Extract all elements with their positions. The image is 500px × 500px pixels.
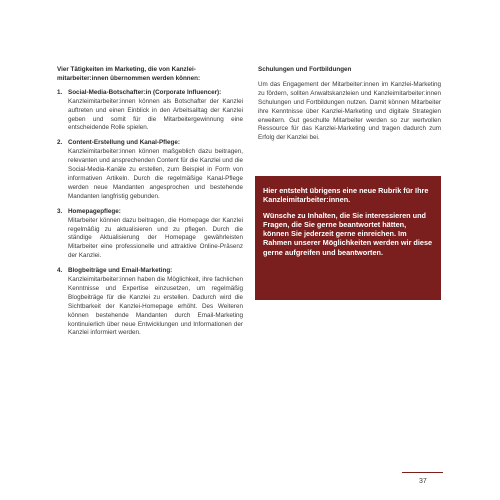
- list-item-title: Blogbeiträge und Email-Marketing:: [68, 267, 173, 275]
- training-heading: Schulungen und Fortbildungen: [258, 66, 352, 73]
- list-item: [57, 267, 243, 338]
- training-paragraph: Um das Engagement der Mitarbeiter:innen im Kanzlei-Marketing zu fördern, sollten Anwaltskanzleien und Kanzleimitarbeiter:innen Schulungen und Fortbildungen nutzen. Damit können Mitarbeiter ihre Kenntnisse über Kanzlei-Marketing und digitale Strategien erweitern. Gut geschulte Mitarbeiter werden so zur wertvollen Ressource für das Kanzlei-Marketing und tragen dadurch zum Erfolg der Kanzlei bei.: [258, 80, 441, 142]
- list-item-title: Homepagepflege:: [68, 207, 121, 215]
- list-item-body: Kanzleimitarbeiter:innen können maßgeblich dazu beitragen, relevanten und ansprechenden Content für die Kanzlei und die Social-Media-Kanäle zu erstellen, zum Beispiel in Form von informativen Artikeln. Durch die regelmäßige Kanal-Pflege werden neue Mandanten angesprochen und bestehende Mandanten langfristig gebunden.: [68, 148, 243, 200]
- list-item-body: Kanzleimitarbeiter:innen haben die Möglichkeit, ihre fachlichen Kenntnisse und Expertise einzusetzen, um regelmäßig Blogbeiträge für die Kanzlei zu erstellen. Dadurch wird die Sichtbarkeit der Kanzlei-Homepage erhöht. Des Weiteren können bestehende Mandanten durch Email-Marketing kontinuierlich über neue Entwicklungen und Informationen der Kanzlei informiert werden.: [68, 276, 243, 337]
- list-item-body: Kanzleimitarbeiter:innen können als Botschafter der Kanzlei auftreten und einen Einblick in den Arbeitsalltag der Kanzlei geben und somit für die Mitarbeitergewinnung eine entscheidende Rolle spielen.: [68, 97, 243, 132]
- callout-intro: Hier entsteht übrigens eine neue Rubrik für Ihre Kanzleimitarbeiter:innen.: [263, 186, 429, 205]
- list-item-title: Social-Media-Botschafter:in (Corporate Influencer):: [68, 88, 222, 96]
- page-number: 37: [419, 478, 427, 485]
- callout-box: [255, 176, 441, 300]
- callout-text: Wünsche zu Inhalten, die Sie interessieren und Fragen, die Sie gerne beantwortet hätten, können Sie jederzeit gerne einreichen. Im Rahmen unserer Möglichkeiten werden wir diese gerne aufgreifen und beantworten.: [263, 210, 433, 257]
- marketing-tasks-heading: Vier Tätigkeiten im Marketing, die von Kanzlei-mitarbeiter:innen übernommen werden können:: [57, 66, 201, 82]
- list-item-body: Mitarbeiter können dazu beitragen, die Homepage der Kanzlei regelmäßig zu aktualisieren und zu pflegen. Durch die ständige Aktualisierung der Homepage gewährleisten Mitarbeiter eine professionelle und attraktive Online-Präsenz der Kanzlei.: [68, 216, 243, 260]
- list-item-number: 4.: [57, 267, 63, 275]
- left-column: [57, 66, 243, 344]
- footer-divider: [402, 472, 443, 473]
- list-item-number: 1.: [57, 88, 63, 96]
- list-item-title: Content-Erstellung und Kanal-Pflege:: [68, 139, 180, 147]
- list-item-number: 3.: [57, 207, 63, 215]
- list-item: [57, 208, 243, 261]
- marketing-tasks-list: [57, 89, 243, 339]
- right-column: [258, 66, 441, 143]
- list-item: [57, 139, 243, 201]
- list-item: [57, 89, 243, 134]
- list-item-number: 2.: [57, 139, 63, 147]
